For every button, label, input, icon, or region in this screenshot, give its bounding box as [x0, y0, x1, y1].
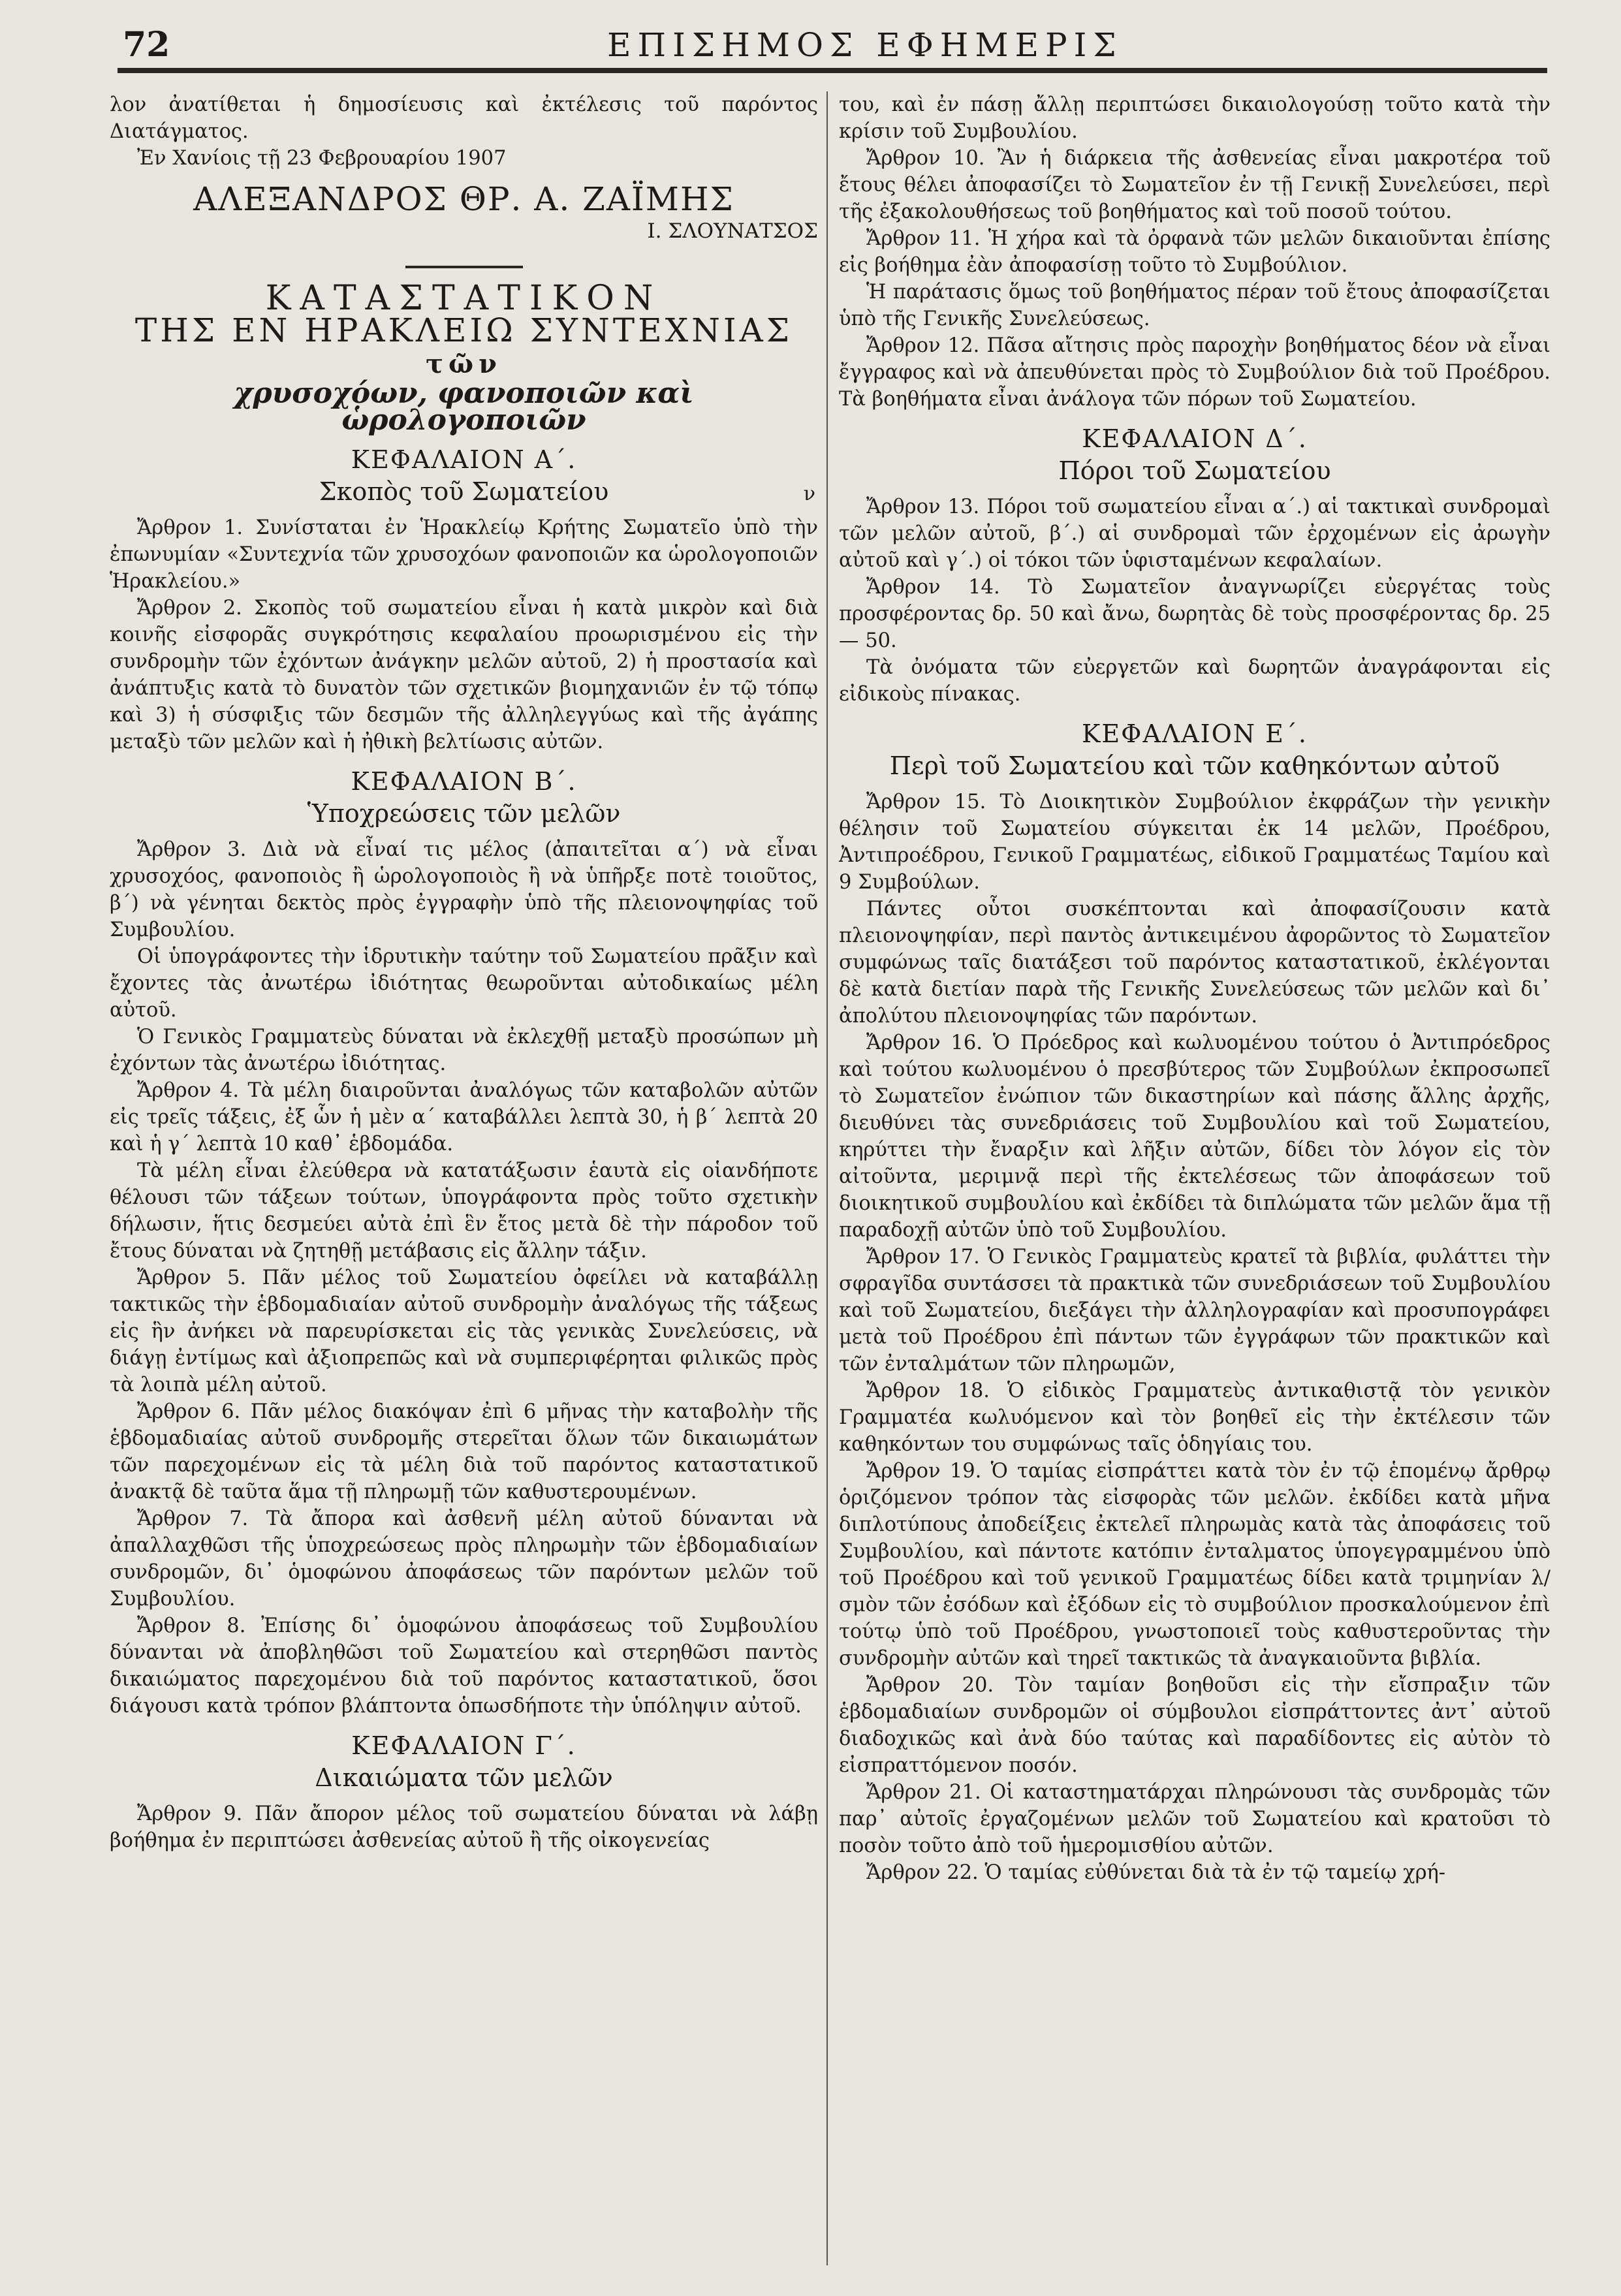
chapter-e-subtitle: Περὶ τοῦ Σωματείου καὶ τῶν καθηκόντων αὐτοῦ [889, 751, 1500, 780]
chapter-a-heading: ΚΕΦΑΛΑΙΟΝ Α΄. [351, 445, 577, 474]
article-paragraph: Πάντες οὗτοι συσκέπτονται καὶ ἀποφασίζουσιν κατὰ πλειονοψηφίαν, περὶ παντὸς ἀντικειμένου ἀφορῶντος τὸ Σωματεῖον συμφώνως ταῖς διατάξεσι τοῦ παρόντος καταστατικοῦ, ἐκλέγονται δὲ κατὰ διετίαν παρὰ τῆς Γενικῆς Συνελεύσεως τῶν μελῶν καὶ δι᾽ ἀπολύτου πλειονοψηφίας τῶν παρόντων. [839, 898, 1550, 1028]
article-paragraph: Ἄρθρον 16. Ὁ Πρόεδρος καὶ κωλυομένου τούτου ὁ Ἀντιπρόεδρος καὶ τούτου κωλυομένου ὁ πρεσβύτερος τῶν Συμβούλων ἐκπροσωπεῖ τὸ Σωματεῖον ἐνώπιον τῶν δικαστηρίων καὶ πάσης ἄλλης ἀρχῆς, διευθύνει τὰς συνεδριάσεις τοῦ Συμβουλίου καὶ τοῦ Σωματείου, κηρύττει τὴν ἔναρξιν καὶ λῆξιν αὐτῶν, δίδει τὸν λόγον εἰς τὸν αἰτοῦντα, μεριμνᾷ περὶ τῆς ἐκτελέσεως τῶν ἀποφάσεων τοῦ διοικητικοῦ συμβουλίου καὶ ἐκδίδει τὰ διπλώματα τῶν μελῶν ἅμα τῇ παραδοχῇ αὐτῶν ὑπὸ τοῦ Συμβουλίου. [839, 1031, 1550, 1242]
statute-guild-line: ΤΗΣ ΕΝ ΗΡΑΚΛΕΙΩ ΣΥΝΤΕΧΝΙΑΣ [134, 311, 793, 349]
article-paragraph: Ἄρθρον 10. Ἂν ἡ διάρκεια τῆς ἀσθενείας εἶναι μακροτέρα τοῦ ἔτους θέλει ἀποφασίζει τὸ Σωματεῖον ἐν τῇ Γενικῇ Συνελεύσει, περὶ τῆς ἐξακολουθήσεως τοῦ βοηθήματος καὶ τοῦ ποσοῦ τούτου. [839, 147, 1550, 223]
section-rule [405, 266, 523, 268]
left-column [110, 91, 818, 1854]
statute-trades-line: χρυσοχόων, φανοποιῶν καὶ ὡρολογοποιῶν [234, 377, 694, 437]
article-paragraph: Ἄρθρον 5. Πᾶν μέλος τοῦ Σωματείου ὀφείλει νὰ καταβάλλῃ τακτικῶς τὴν ἑβδομαδιαίαν αὐτοῦ συνδρομὴν ἀναλόγως τῆς τάξεως εἰς ἣν ἀνήκει νὰ παρευρίσκεται εἰς τὰς γενικὰς Συνελεύσεις, νὰ διάγῃ ἐντίμως καὶ ἀξιοπρεπῶς καὶ νὰ συμπεριφέρηται φιλικῶς πρὸς τὰ λοιπὰ μέλη αὐτοῦ. [110, 1266, 818, 1396]
chapter-d-subtitle: Πόροι τοῦ Σωματείου [1058, 456, 1331, 485]
article-paragraph: Ἄρθρον 6. Πᾶν μέλος διακόψαν ἐπὶ 6 μῆνας τὴν καταβολὴν τῆς ἑβδομαδιαίας αὐτοῦ συνδρομῆς στερεῖται ὅλων τῶν δικαιωμάτων τῶν παρεχομένων εἰς τὰ μέλη διὰ τοῦ παρόντος καταστατικοῦ ἀνακτᾷ δὲ ταῦτα ἅμα τῇ πληρωμῇ τῶν καθυστερουμένων. [110, 1400, 818, 1503]
chapter-a-subtitle: Σκοπὸς τοῦ Σωματείου [319, 477, 609, 506]
chapter-a-subtitle-row [110, 479, 818, 505]
article-paragraph: Ἄρθρον 12. Πᾶσα αἴτησις πρὸς παροχὴν βοηθήματος δέον νὰ εἶναι ἔγγραφος καὶ νὰ ἀπευθύνεται πρὸς τὸ Συμβούλιον διὰ τοῦ Προέδρου. Τὰ βοηθήματα εἶναι ἀνάλογα τῶν πόρων τοῦ Σωματείου. [839, 334, 1550, 411]
column-divider [826, 91, 828, 2265]
article-paragraph: Ἡ παράτασις ὅμως τοῦ βοηθήματος πέραν τοῦ ἔτους ἀποφασίζεται ὑπὸ τῆς Γενικῆς Συνελεύσεως. [839, 281, 1550, 330]
chapter-d-heading: ΚΕΦΑΛΑΙΟΝ Δ΄. [1082, 424, 1308, 453]
place-date-line: Ἐν Χανίοις τῇ 23 Φεβρουαρίου 1907 [137, 147, 507, 170]
chapter-b-heading: ΚΕΦΑΛΑΙΟΝ Β΄. [351, 767, 577, 796]
statute-title: ΚΑΤΑΣΤΑΤΙΚΟΝ [265, 279, 663, 318]
article-paragraph: Τὰ μέλη εἶναι ἐλεύθερα νὰ κατατάξωσιν ἑαυτὰ εἰς οἱανδήποτε θέλουσι τῶν τάξεων τούτων, ὑπογράφοντα πρὸς τοῦτο σχετικὴν δήλωσιν, ἥτις δεσμεύει αὐτὰ ἐπὶ ἓν ἔτος μετὰ δὲ τὴν πάροδον τοῦ ἔτους δύναται νὰ ζητηθῇ μετάβασις εἰς ἄλλην τάξιν. [110, 1159, 818, 1263]
article-paragraph: Ἄρθρον 7. Τὰ ἄπορα καὶ ἀσθενῆ μέλη αὐτοῦ δύνανται νὰ ἀπαλλαχθῶσι τῆς ὑποχρεώσεως πρὸς πληρωμὴν τῶν ἑβδομαδιαίων συνδρομῶν, δι᾽ ὁμοφώνου ἀποφάσεως τῶν παρόντων μελῶν τοῦ Συμβουλίου. [110, 1507, 818, 1611]
signature-name: ΑΛΕΞΑΝΔΡΟΣ ΘΡ. Α. ΖΑΪΜΗΣ [193, 180, 734, 218]
article-paragraph: Ἄρθρον 8. Ἐπίσης δι᾽ ὁμοφώνου ἀποφάσεως τοῦ Συμβουλίου δύνανται νὰ ἀποβληθῶσι τοῦ Σωματείου καὶ στερηθῶσι παντὸς δικαιώματος παρεχομένου διὰ τοῦ παρόντος καταστατικοῦ, ὅσοι διάγουσι κατὰ τρόπον βλάπτοντα ὁπωσδήποτε τὴν ὑπόληψιν αὐτοῦ. [110, 1614, 818, 1718]
article-paragraph: Ἄρθρον 4. Τὰ μέλη διαιροῦνται ἀναλόγως τῶν καταβολῶν αὐτῶν εἰς τρεῖς τάξεις, ἐξ ὧν ἡ μὲν α΄ καταβάλλει λεπτὰ 30, ἡ β΄ λεπτὰ 20 καὶ ἡ γ΄ λεπτὰ 10 καθ᾽ ἑβδομάδα. [110, 1079, 818, 1156]
article-paragraph: Ἄρθρον 22. Ὁ ταμίας εὐθύνεται διὰ τὰ ἐν τῷ ταμείῳ χρή- [866, 1861, 1446, 1884]
right-column [839, 91, 1550, 1886]
article-paragraph: Ἄρθρον 13. Πόροι τοῦ σωματείου εἶναι α΄.) αἱ τακτικαὶ συνδρομαὶ τῶν μελῶν αὐτοῦ, β΄.) αἱ συνδρομαὶ τῶν ἐρχομένων εἰς ἀρωγὴν αὐτοῦ καὶ γ΄.) οἱ τόκοι τῶν ὑφισταμένων κεφαλαίων. [839, 495, 1550, 572]
article-paragraph: Ἄρθρον 19. Ὁ ταμίας εἰσπράττει κατὰ τὸν ἐν τῷ ἑπομένῳ ἄρθρῳ ὁριζόμενον τρόπον τὰς εἰσφορὰς τῶν μελῶν. ἐκδίδει κατὰ μῆνα διπλοτύπους ἀποδείξεις ἐκτελεῖ πληρωμὰς κατὰ τὰς ἀποφάσεις τοῦ Συμβουλίου, καὶ πάντοτε κατόπιν ἐνταλματος ὑπογεγραμμένου ὑπὸ τοῦ Προέδρου καὶ τοῦ γενικοῦ Γραμματέως δίδει κατὰ τριμηνίαν λ/σμὸν τῶν ἐσόδων καὶ ἐξόδων εἰς τὸ συμβούλιον προσκαλούμενον ἐπὶ τούτῳ ὑπὸ τοῦ Προέδρου, γνωστοποιεῖ τοὺς καθυστεροῦντας τὴν συνδρομὴν αὐτῶν καὶ τηρεῖ τακτικῶς τὰ ἀναγκαιοῦντα βιβλία. [839, 1460, 1550, 1670]
chapter-b-subtitle: Ὑποχρεώσεις τῶν μελῶν [307, 799, 621, 828]
article-paragraph: Ἄρθρον 1. Συνίσταται ἐν Ἡρακλείῳ Κρήτης Σωματεῖο ὑπὸ τὴν ἐπωνυμίαν «Συντεχνία τῶν χρυσοχόων φανοποιῶν κα ὡρολογοποιῶν Ἡρακλείου.» [110, 516, 818, 593]
article-paragraph: Ἄρθρον 3. Διὰ νὰ εἶναί τις μέλος (ἀπαιτεῖται α΄) νὰ εἶναι χρυσοχόος, φανοποιὸς ἢ ὡρολογοποιὸς ἢ νὰ ὑπῆρξε ποτὲ τοιοῦτος, β΄) νὰ γένηται δεκτὸς πρὸς ἐγγραφὴν ὑπὸ τῆς πλειονοψηφίας τοῦ Συμβουλίου. [110, 838, 818, 941]
chapter-c-subtitle: Δικαιώματα τῶν μελῶν [315, 1763, 613, 1792]
chapter-c-heading: ΚΕΦΑΛΑΙΟΝ Γ΄. [351, 1731, 576, 1760]
article-paragraph: Τὰ ὀνόματα τῶν εὐεργετῶν καὶ δωρητῶν ἀναγράφονται εἰς εἰδικοὺς πίνακας. [839, 656, 1550, 706]
statute-article-word: τῶν [426, 349, 502, 379]
newspaper-title: ΕΠΙΣΗΜΟΣ ΕΦΗΜΕΡΙΣ [607, 26, 1123, 64]
chapter-e-heading: ΚΕΦΑΛΑΙΟΝ Ε΄. [1082, 719, 1308, 748]
article-paragraph: του, καὶ ἐν πάσῃ ἄλλῃ περιπτώσει δικαιολογούσῃ τοῦτο κατὰ τὴν κρίσιν τοῦ Συμβουλίου. [839, 93, 1550, 143]
intro-paragraph: λον ἀνατίθεται ἡ δημοσίευσις καὶ ἐκτέλεσις τοῦ παρόντος Διατάγματος. [110, 93, 818, 143]
article-paragraph: Ἄρθρον 14. Τὸ Σωματεῖον ἀναγνωρίζει εὐεργέτας τοὺς προσφέροντας δρ. 50 καὶ ἄνω, δωρητὰς δὲ τοὺς προσφέροντας δρ. 25 — 50. [839, 576, 1550, 652]
page-number: 72 [123, 25, 170, 65]
article-paragraph: Ἄρθρον 11. Ἡ χήρα καὶ τὰ ὀρφανὰ τῶν μελῶν δικαιοῦνται ἐπίσης εἰς βοήθημα ἐὰν ἀποφασίσῃ τοῦτο τὸ Συμβούλιον. [839, 227, 1550, 277]
article-paragraph: Ἄρθρον 9. Πᾶν ἄπορον μέλος τοῦ σωματείου δύναται νὰ λάβῃ βοήθημα ἐν περιπτώσει ἀσθενείας αὐτοῦ ἢ τῆς οἰκογενείας [110, 1802, 818, 1852]
article-paragraph: Οἱ ὑπογράφοντες τὴν ἱδρυτικὴν ταύτην τοῦ Σωματείου πρᾶξιν καὶ ἔχοντες τὰς ἀνωτέρω ἰδιότητας θεωροῦνται αὐτοδικαίως μέλη αὐτοῦ. [110, 945, 818, 1022]
countersignature: Ι. ΣΛΟΥΝΑΤΣΟΣ [647, 219, 818, 243]
article-paragraph: Ἄρθρον 2. Σκοπὸς τοῦ σωματείου εἶναι ἡ κατὰ μικρὸν καὶ διὰ κοινῆς εἰσφορᾶς συγκρότησις κεφαλαίου προωρισμένου εἰς τὴν συνδρομὴν τῶν ἐχόντων ἀνάγκην μελῶν αὐτοῦ, 2) ἡ προστασία καὶ ἀνάπτυξις κατὰ τὸ δυνατὸν τῶν σχετικῶν βιομηχανιῶν ἐν τῷ τόπῳ καὶ 3) ἡ σύσφιξις τῶν δεσμῶν τῆς ἀλληλεγγύως καὶ τῆς ἀγάπης μεταξὺ τῶν μελῶν καὶ ἡ ἠθικὴ βελτίωσις αὐτῶν. [110, 597, 818, 753]
header-rule [118, 68, 1547, 73]
article-paragraph: Ἄρθρον 20. Τὸν ταμίαν βοηθοῦσι εἰς τὴν εἴσπραξιν τῶν ἑβδομαδιαίων συνδρομῶν οἱ σύμβουλοι εἰσπράττοντες ἀντ᾽ αὐτοῦ διαδοχικῶς καὶ ἀνὰ δύο ταύτας καὶ παραδίδοντες εἰς αὐτὸν τὸ εἰσπραττόμενον ποσόν. [839, 1674, 1550, 1777]
article-paragraph: Ἄρθρον 21. Οἱ καταστηματάρχαι πληρώνουσι τὰς συνδρομὰς τῶν παρ᾽ αὐτοῖς ἐργαζομένων μελῶν τοῦ Σωματείου καὶ κρατοῦσι τὸ ποσὸν τοῦτο ἀπὸ τοῦ ἡμερομισθίου αὐτῶν. [839, 1781, 1550, 1857]
article-paragraph: Ἄρθρον 15. Τὸ Διοικητικὸν Συμβούλιον ἐκφράζων τὴν γενικὴν θέλησιν τοῦ Σωματείου σύγκειται ἐκ 14 μελῶν, Προέδρου, Ἀντιπροέδρου, Γενικοῦ Γραμματέως, εἰδικοῦ Γραμματέως Ταμίου καὶ 9 Συμβούλων. [839, 791, 1550, 894]
margin-mark: ν [803, 482, 815, 505]
article-paragraph: Ὁ Γενικὸς Γραμματεὺς δύναται νὰ ἐκλεχθῇ μεταξὺ προσώπων μὴ ἐχόντων τὰς ἀνωτέρω ἰδιότητας. [110, 1026, 818, 1075]
article-paragraph: Ἄρθρον 17. Ὁ Γενικὸς Γραμματεὺς κρατεῖ τὰ βιβλία, φυλάττει τὴν σφραγῖδα συντάσσει τὰ πρακτικὰ τῶν συνεδριάσεων τοῦ Συμβουλίου καὶ τοῦ Σωματείου, διεξάγει τὴν ἀλληλογραφίαν καὶ προσυπογράφει μετὰ τοῦ Προέδρου ἐπὶ πάντων τῶν ἐγγράφων τῶν πρακτικῶν καὶ τῶν ἐνταλμάτων τῶν πληρωμῶν, [839, 1246, 1550, 1376]
article-paragraph: Ἄρθρον 18. Ὁ εἰδικὸς Γραμματεὺς ἀντικαθιστᾷ τὸν γενικὸν Γραμματέα κωλυόμενον καὶ τὸν βοηθεῖ εἰς τὴν ἐκτέλεσιν τῶν καθηκόντων του συμφώνως ταῖς ὁδηγίαις του. [839, 1379, 1550, 1456]
